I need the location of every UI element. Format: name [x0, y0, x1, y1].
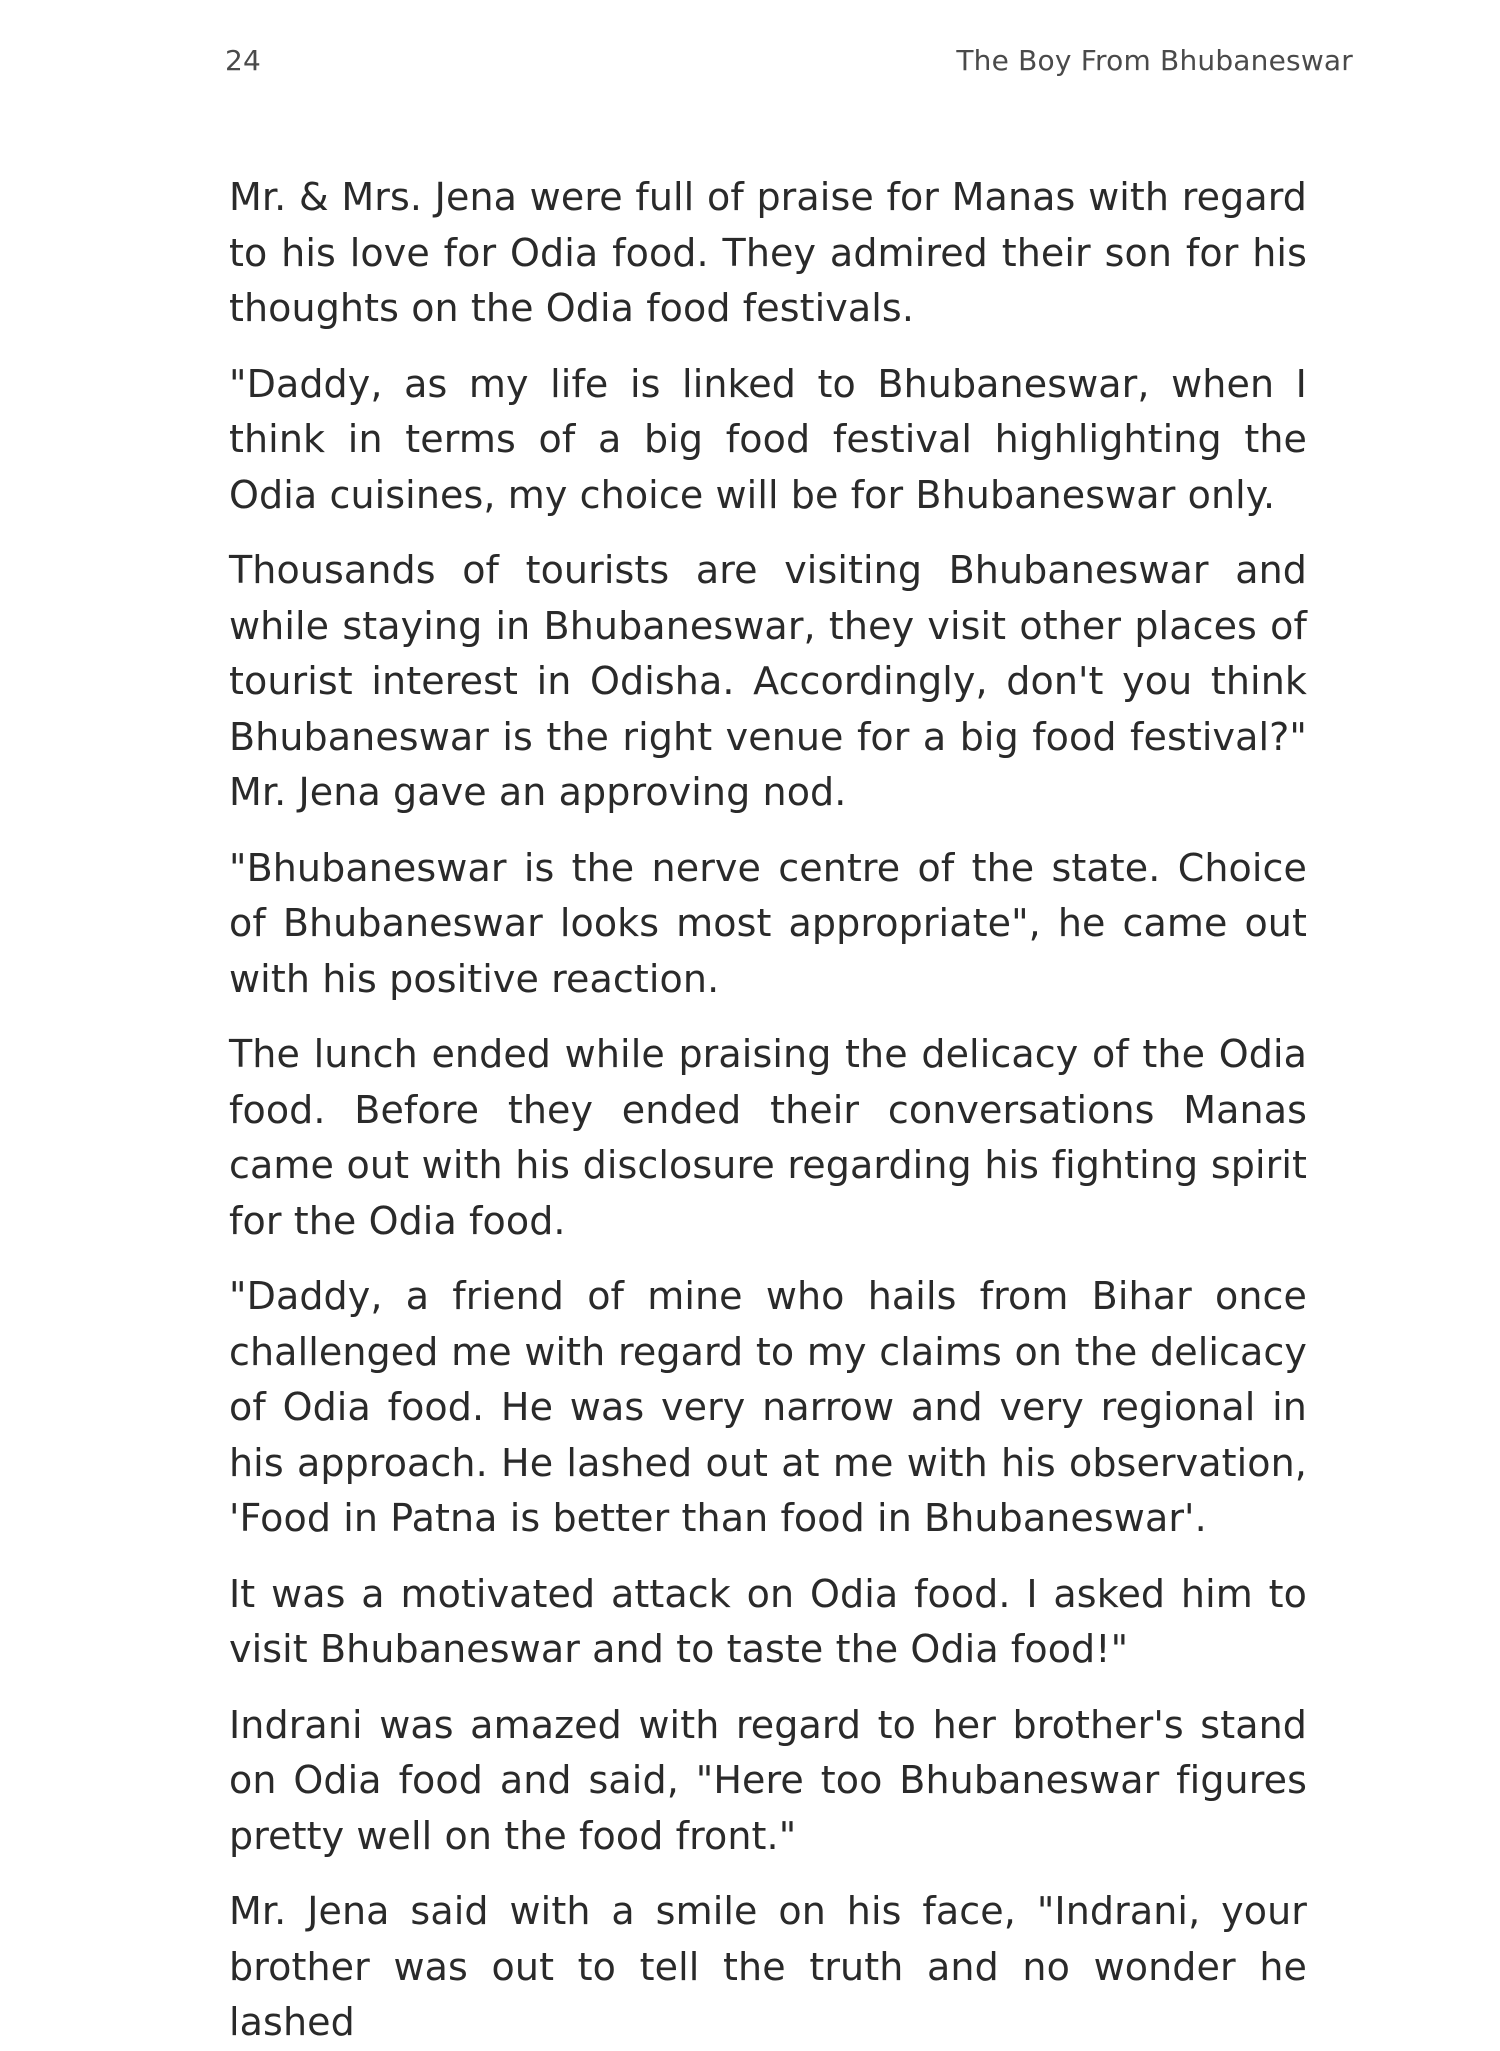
paragraph-6: "Daddy, a friend of mine who hails from Bihar once challenged me with regard to my claims on the delicacy of Odia food. He was very narrow and very regional in his approach. He lashed out at me with his observation, 'Food in Patna is better than food in Bhubaneswar'.: [229, 1274, 1307, 1540]
page-number: 24: [225, 43, 262, 77]
paragraph-1: Mr. & Mrs. Jena were full of praise for Manas with regard to his love for Odia food. They admired their son for his thoughts on the Odia food festivals.: [229, 175, 1307, 330]
running-title: The Boy From Bhubaneswar: [956, 43, 1353, 77]
paragraph-2: "Daddy, as my life is linked to Bhubaneswar, when I think in terms of a big food festival highlighting the Odia cuisines, my choice will be for Bhubaneswar only.: [229, 361, 1307, 517]
paragraph-7: It was a motivated attack on Odia food. I asked him to visit Bhubaneswar and to taste the Odia food!": [229, 1571, 1307, 1671]
paragraph-8: Indrani was amazed with regard to her brother's stand on Odia food and said, "Here too Bhubaneswar figures pretty well on the food front.": [229, 1702, 1307, 1858]
paragraph-3: Thousands of tourists are visiting Bhubaneswar and while staying in Bhubaneswar, they visit other places of tourist interest in Odisha. Accordingly, don't you think Bhubaneswar is the right venue for a big food festival?" Mr. Jena gave an approving nod.: [229, 548, 1307, 814]
paragraph-5: The lunch ended while praising the delicacy of the Odia food. Before they ended their conversations Manas came out with his disclosure regarding his fighting spirit for the Odia food.: [229, 1032, 1307, 1243]
running-header: [225, 40, 1353, 80]
paragraph-9: Mr. Jena said with a smile on his face, "Indrani, your brother was out to tell the truth and no wonder he lashed: [229, 1889, 1307, 2044]
body-text: [229, 170, 1307, 2051]
paragraph-4: "Bhubaneswar is the nerve centre of the state. Choice of Bhubaneswar looks most appropriate", he came out with his positive reaction.: [229, 845, 1307, 1001]
